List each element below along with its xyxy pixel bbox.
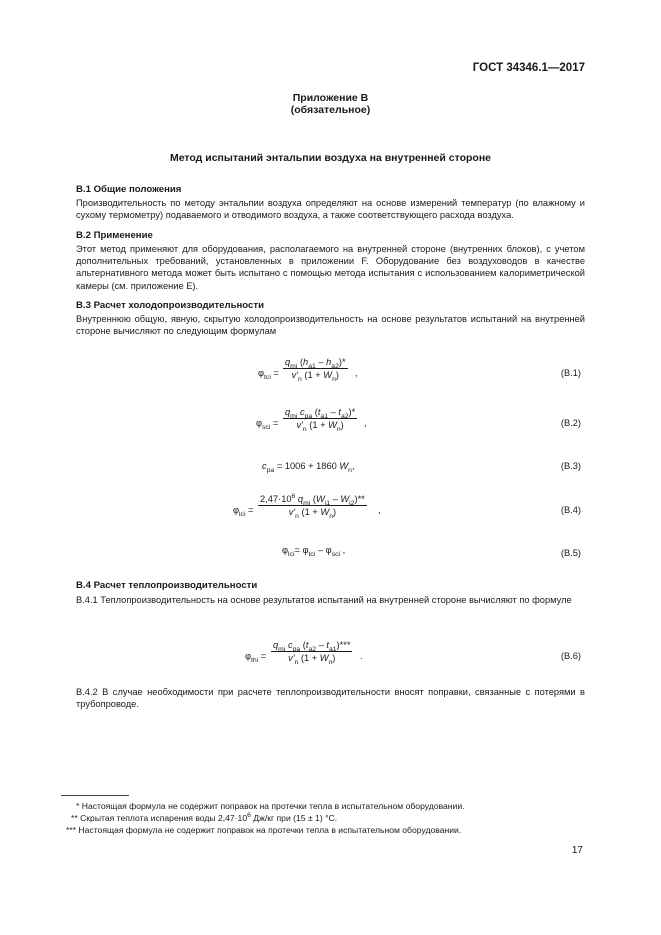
footnote-1: * Настоящая формула не содержит поправок на протечки тепла в испытательном оборудовании. — [76, 801, 465, 811]
footnote-separator — [61, 795, 129, 796]
section-b2-title: В.2 Применение — [76, 230, 153, 241]
equation-number-b2: (В.2) — [560, 418, 581, 428]
equation-number-b5: (В.5) — [560, 548, 581, 558]
formula-b6-fraction: $q_{mi}$ $c_{pa}$ $(t_{a2} - t_{a1})***$ $v'_n$ $(1 + W_n)$ — [273, 640, 351, 666]
annex-subtitle: (обязательное) — [290, 104, 371, 116]
equation-number-b6: (В.6) — [560, 651, 581, 661]
section-b3-paragraph: Внутреннюю общую, явную, скрытую холодопроизводительность на основе результатов испытаний на внутренней стороне вычисляют по следующим формулам — [76, 314, 585, 337]
section-b1-title: В.1 Общие положения — [76, 184, 182, 195]
formula-b6-lhs: $\varphi_{thi}$ = — [245, 651, 267, 664]
standard-number: ГОСТ 34346.1—2017 — [472, 62, 585, 74]
document-page: ГОСТ 34346.1—2017 Приложение В (обязательное) Метод испытаний энтальпии воздуха на внутренней стороне В.1 Общие положения Производительность по методу энтальпии воздуха определяют на основе измерений температур (по влажному и сухому термометру) подаваемого и отводимого воздуха, а также соответствующего расхода воздуха. В.2 Применение Этот метод применяют для оборудования, располагаемого на внутренней стороне (внутренних блоков), с учетом дополнительных требований, установленных в приложении F. Оборудование без воздуховодов в качестве альтернативного метода может быть испытано с помощью метода испытания с использованием калориметрической камеры (см. приложение Е). В.3 Расчет холодопроизводительности Внутреннюю общую, явную, скрытую холодопроизводительность на основе результатов испытаний на внутренней стороне вычисляют по следующим формулам $\varphi_{tci}$ = $q_{mi}$ $(h_{a1} - h_{a2})*$ $v'_n$ $(1 + W_n)$ , (В.1) $\varphi_{sci}$ = $q_{mi}$ $c_{pa}$ $(t_{a1} - t_{a2})*$ $v'_n$ $(1 + W_n)$ , (В.2) $c_{pa} = 1006 + 1860$ $W_n$, (В.3) $\varphi_{lci}$ = $2,47\cdot 10^6$ $q_{mi}$ $(W_{i1} - W_{i2})**$ $v'_n$ $(1 + W_n)$ , (В.4) $\varphi_{lci}= \varphi_{tci} - \varphi_{sci}$ , (В.5) В.4 Расчет теплопроизводительности В.4.1 Теплопроизводительность на основе результатов испытаний на внутренней стороне вычисляют по формуле $\varphi_{thi}$ = $q_{mi}$ $c_{pa}$ $(t_{a2} - t_{a1})***$ $v'_n$ $(1 + W_n)$ . (В.6) В.4.2 В случае необходимости при расчете теплопроизводительности вносят поправки, связанные с потерями в трубопроводе. * Настоящая формула не содержит поправок на протечки тепла в испытательном оборудовании. ** Скрытая теплота испарения воды $2,47\cdot 10^6$ Дж/кг при (15 ± 1) °С. *** Настоящая формула не содержит поправок на протечки тепла в испытательном оборудовании. 17 — [0, 0, 661, 935]
section-b3-title: В.3 Расчет холодопроизводительности — [76, 300, 264, 311]
formula-b2-lhs: $\varphi_{sci}$ = — [256, 418, 279, 431]
formula-b1-lhs: $\varphi_{tci}$ = — [258, 368, 279, 381]
annex-title: Приложение В — [292, 92, 369, 104]
formula-b3: $c_{pa} = 1006 + 1860$ $W_n$, — [262, 461, 355, 474]
section-b4-title: В.4 Расчет теплопроизводительности — [76, 580, 258, 591]
section-b4-2-paragraph: В.4.2 В случае необходимости при расчете теплопроизводительности вносят поправки, связанные с потерями в трубопроводе. — [76, 687, 585, 710]
section-b4-1-paragraph: В.4.1 Теплопроизводительность на основе результатов испытаний на внутренней стороне вычисляют по формуле — [76, 595, 572, 605]
formula-b4-fraction: $2,47\cdot 10^6$ $q_{mi}$ $(W_{i1} - W_{i2})**$ $v'_n$ $(1 + W_n)$ — [260, 492, 365, 520]
section-b2-paragraph: Этот метод применяют для оборудования, располагаемого на внутренней стороне (внутренних блоков), с учетом дополнительных требований, установленных в приложении F. Оборудование без воздуховодов в качестве альтернативного метода может быть испытано с помощью метода испытания с использованием калориметрической камеры (см. приложение Е). — [76, 244, 585, 291]
formula-b5: $\varphi_{lci}= \varphi_{tci} - \varphi_{sci}$ , — [282, 545, 346, 558]
formula-b1-fraction: $q_{mi}$ $(h_{a1} - h_{a2})*$ $v'_n$ $(1 + W_n)$ — [285, 357, 346, 383]
equation-number-b1: (В.1) — [560, 368, 581, 378]
footnote-3: *** Настоящая формула не содержит поправок на протечки тепла в испытательном оборудовании. — [66, 825, 462, 835]
main-title: Метод испытаний энтальпии воздуха на внутренней стороне — [169, 152, 492, 164]
page-number: 17 — [571, 845, 583, 856]
equation-number-b3: (В.3) — [560, 461, 581, 471]
footnote-2: ** Скрытая теплота испарения воды $2,47\cdot 10^6$ Дж/кг при (15 ± 1) °С. — [71, 812, 338, 823]
formula-b4-lhs: $\varphi_{lci}$ = — [233, 505, 254, 518]
equation-number-b4: (В.4) — [560, 505, 581, 515]
formula-b2-fraction: $q_{mi}$ $c_{pa}$ $(t_{a1} - t_{a2})*$ $v'_n$ $(1 + W_n)$ — [285, 407, 356, 433]
section-b1-paragraph: Производительность по методу энтальпии воздуха определяют на основе измерений температур (по влажному и сухому термометру) подаваемого и отводимого воздуха, а также соответствующего расхода воздуха. — [76, 198, 585, 221]
